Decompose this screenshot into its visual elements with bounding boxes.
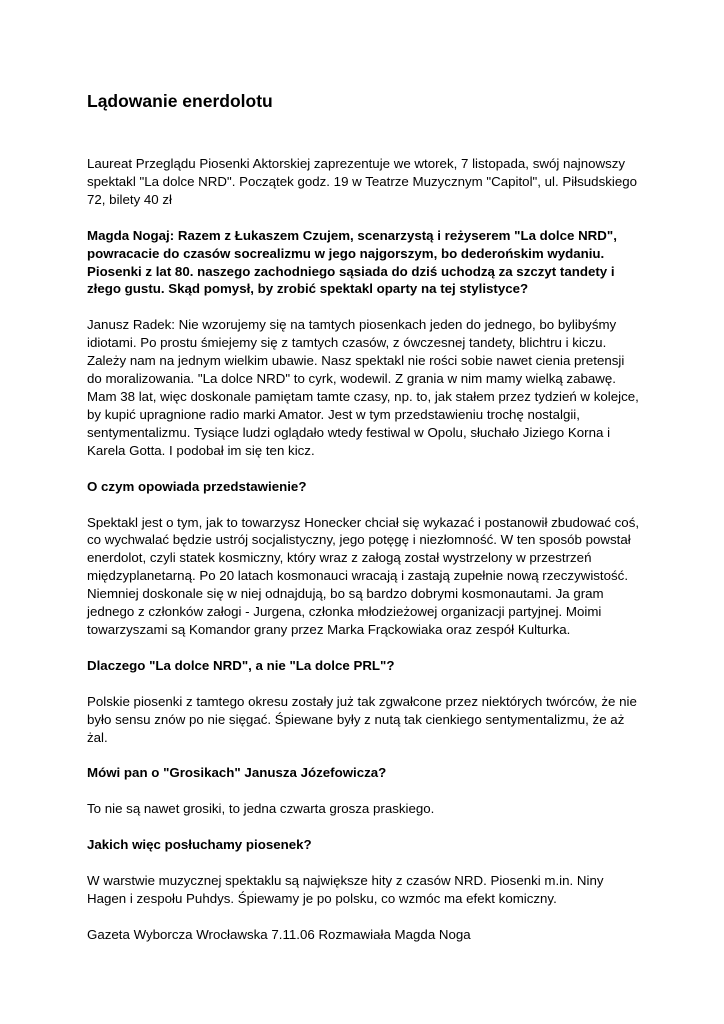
question-4: Mówi pan o "Grosikach" Janusza Józefowicza?	[87, 765, 387, 781]
answer-3: Polskie piosenki z tamtego okresu zostały już tak zgwałcone przez niektórych twórców, że nie było sensu znów po nie sięgać. Śpiewane były z nutą tak cienkiego sentymentalizmu, że aż żal.	[87, 693, 637, 745]
answer-4: To nie są nawet grosiki, to jedna czwarta grosza praskiego.	[87, 801, 435, 817]
answer-5: W warstwie muzycznej spektaklu są największe hity z czasów NRD. Piosenki m.in. Niny Hagen i zespołu Puhdys. Śpiewamy je po polsku, co wzmóc ma efekt komiczny.	[87, 873, 604, 907]
source-credit: Gazeta Wyborcza Wrocławska 7.11.06 Rozmawiała Magda Noga	[87, 927, 471, 942]
question-2: O czym opowiada przedstawienie?	[87, 478, 307, 494]
question-3: Dlaczego "La dolce NRD", a nie "La dolce PRL"?	[87, 657, 395, 673]
question-5: Jakich więc posłuchamy piosenek?	[87, 837, 312, 853]
document-title: Lądowanie enerdolotu	[87, 91, 273, 111]
document-page	[87, 88, 642, 962]
question-1: Magda Nogaj: Razem z Łukaszem Czujem, scenarzystą i reżyserem "La dolce NRD", powracacie do czasów socrealizmu w jego najgorszym, bo dederońskim wydaniu. Piosenki z lat 80. naszego zachodniego sąsiada do dziś uchodzą za szczyt tandety i złego gustu. Skąd pomysł, by zrobić spektakl oparty na tej stylistyce?	[87, 227, 617, 297]
intro-paragraph: Laureat Przeglądu Piosenki Aktorskiej zaprezentuje we wtorek, 7 listopada, swój najnowszy spektakl "La dolce NRD". Początek godz. 19 w Teatrze Muzycznym "Capitol", ul. Piłsudskiego 72, bilety 40 zł	[87, 156, 638, 207]
answer-2: Spektakl jest o tym, jak to towarzysz Honecker chciał się wykazać i postanowił zbudować coś, co wychwalać będzie ustrój socjalistyczny, jego potęgę i niezłomność. W ten sposób powstał enerdolot, czyli statek kosmiczny, który wraz z załogą został wystrzelony w przestrzeń międzyplanetarną. Po 20 latach kosmonauci wracają i zastają zupełnie nową rzeczywistość. Niemniej doskonale się w niej odnajdują, bo są bardzo dobrymi kosmonautami. Ja gram jednego z członków załogi - Jurgena, członka młodzieżowej organizacji partyjnej. Moimi towarzyszami są Komandor grany przez Marka Frąckowiaka oraz zespół Kulturka.	[87, 514, 640, 637]
answer-1: Janusz Radek: Nie wzorujemy się na tamtych piosenkach jeden do jednego, bo bylibyśmy idiotami. Po prostu śmiejemy się z tamtych czasów, z ówczesnej tandety, blichtru i kiczu. Zależy nam na jednym wielkim ubawie. Nasz spektakl nie rości sobie nawet cienia pretensji do moralizowania. "La dolce NRD" to cyrk, wodewil. Z grania w nim mamy wielką zabawę. Mam 38 lat, więc doskonale pamiętam tamte czasy, np. to, jak stałem przez tydzień w kolejce, by kupić upragnione radio marki Amator. Jest w tym przedstawieniu trochę nostalgii, sentymentalizmu. Tysiące ludzi oglądało wtedy festiwal w Opolu, słuchało Jiziego Korna i Karela Gotta. I podobał im się ten kicz.	[87, 317, 639, 458]
